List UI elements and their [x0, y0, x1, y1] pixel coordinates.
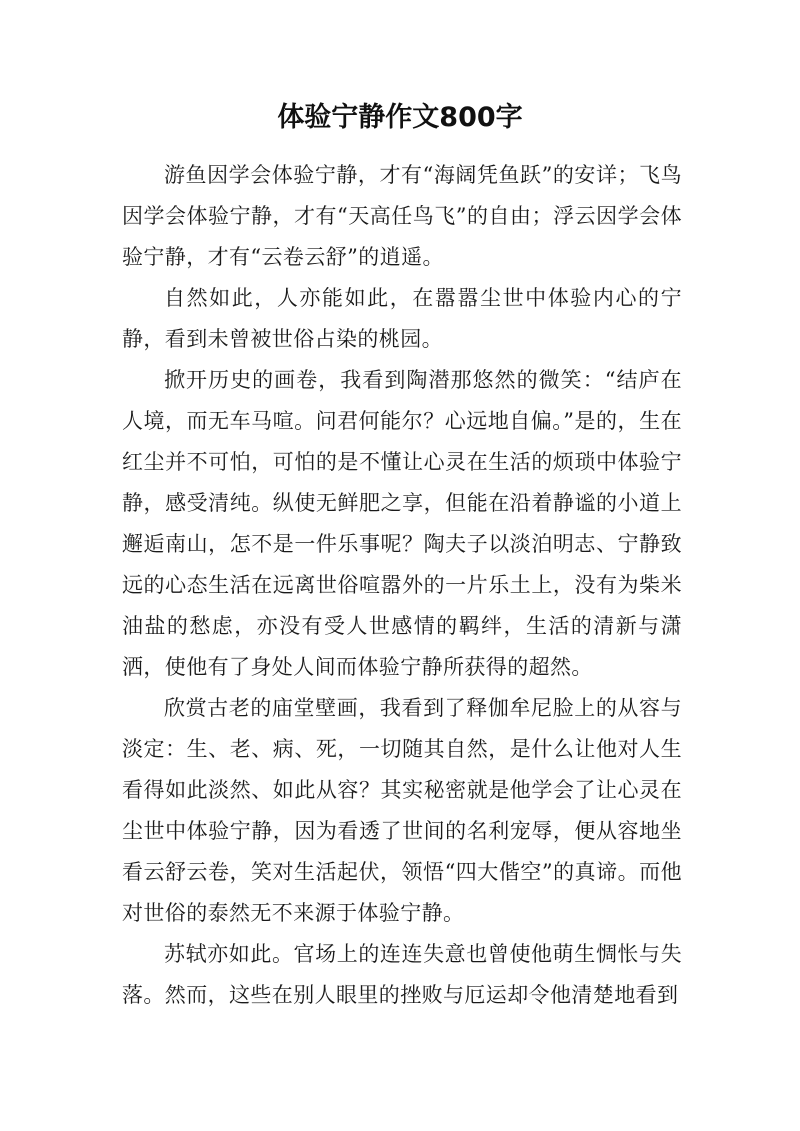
paragraph-3: 掀开历史的画卷，我看到陶潜那悠然的微笑：“结庐在人境，而无车马喧。问君何能尔？心远地自偏。”是的，生在红尘并不可怕，可怕的是不懂让心灵在生活的烦琐中体验宁静，感受清纯。纵使无鲜肥之享，但能在沿着静谧的小道上邂逅南山，怎不是一件乐事呢？陶夫子以淡泊明志、宁静致远的心态生活在远离世俗喧嚣外的一片乐土上，没有为柴米油盐的愁虑，亦没有受人世感情的羁绊，生活的清新与潇洒，使他有了身处人间而体验宁静所获得的超然。	[122, 368, 682, 679]
paragraph-2: 自然如此，人亦能如此，在嚣嚣尘世中体验内心的宁静，看到未曾被世俗占染的桃园。	[122, 286, 682, 351]
document-title: 体验宁静作文800字	[277, 102, 523, 133]
paragraph-4: 欣赏古老的庙堂壁画，我看到了释伽牟尼脸上的从容与淡定：生、老、病、死，一切随其自然，是什么让他对人生看得如此淡然、如此从容？其实秘密就是他学会了让心灵在尘世中体验宁静，因为看透了世间的名利宠辱，便从容地坐看云舒云卷，笑对生活起伏，领悟“四大偕空”的真谛。而他对世俗的泰然无不来源于体验宁静。	[122, 696, 682, 925]
paragraph-1: 游鱼因学会体验宁静，才有“海阔凭鱼跃”的安详；飞鸟因学会体验宁静，才有“天高任鸟飞”的自由；浮云因学会体验宁静，才有“云卷云舒”的逍遥。	[122, 163, 682, 269]
paragraph-5: 苏轼亦如此。官场上的连连失意也曾使他萌生惆怅与失落。然而，这些在别人眼里的挫败与厄运却令他清楚地看到	[122, 942, 682, 1007]
document-body	[122, 155, 682, 1016]
